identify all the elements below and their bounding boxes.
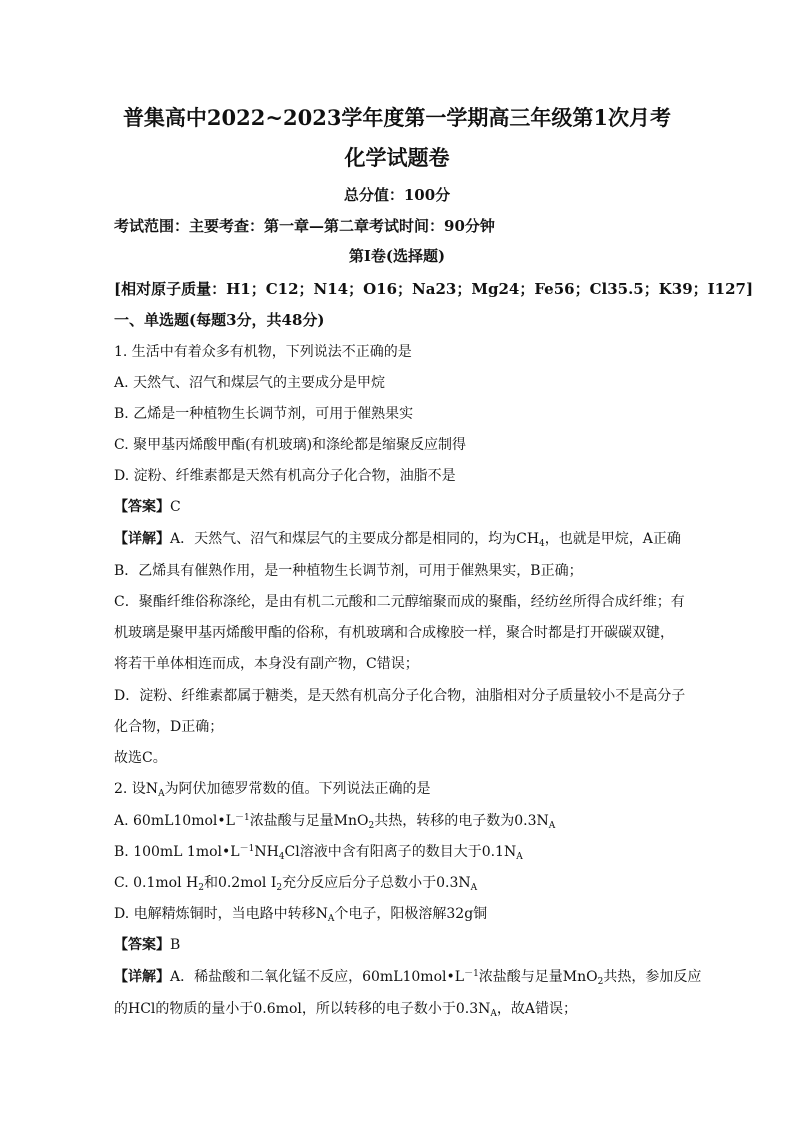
answer-value: B xyxy=(170,937,181,953)
atomic-masses: [相对原子质量：H1；C12；N14；O16；Na23；Mg24；Fe56；Cl35.5；K39；I127] xyxy=(114,280,754,298)
q1-detail-d1: D．淀粉、纤维素都属于糖类，是天然有机高分子化合物，油脂相对分子质量较小不是高分子 xyxy=(114,688,686,704)
q1-detail-c1: C．聚酯纤维俗称涤纶，是由有机二元酸和二元醇缩聚而成的聚酯，经纺丝所得合成纤维；有 xyxy=(114,594,685,610)
option-text: B. 100mL 1mol•L xyxy=(114,844,240,860)
exam-title-line1: 普集高中2022~2023学年度第一学期高三年级第1次月考 xyxy=(122,105,672,130)
subscript: A xyxy=(490,1009,497,1019)
superscript: －1 xyxy=(239,844,255,854)
subscript: A xyxy=(470,883,478,893)
answer-tag: 【答案】 xyxy=(114,499,170,515)
option-text: 个电子，阳极溶解32g铜 xyxy=(334,906,488,922)
option-text: A. 60mL10mol•L xyxy=(114,813,235,829)
q2-option-c xyxy=(114,873,477,893)
option-text: 浓盐酸与足量MnO xyxy=(249,813,369,829)
q1-detail-d2: 化合物，D正确； xyxy=(114,719,224,735)
exam-scope-time: 考试范围：主要考查：第一章—第二章考试时间：90分钟 xyxy=(114,217,495,235)
option-text: 充分反应后分子总数小于0.3N xyxy=(282,875,471,891)
subscript: A xyxy=(327,914,335,924)
q1-option-a: A. 天然气、沼气和煤层气的主要成分是甲烷 xyxy=(114,375,386,391)
q1-detail-c2: 机玻璃是聚甲基丙烯酸甲酯的俗称，有机玻璃和合成橡胶一样，聚合时都是打开碳碳双键， xyxy=(114,625,674,641)
q2-answer xyxy=(114,935,180,955)
stem-text: 为阿伏加德罗常数的值。下列说法正确的是 xyxy=(164,781,431,797)
superscript: －1 xyxy=(234,813,250,823)
option-text: D. 电解精炼铜时，当电路中转移N xyxy=(114,906,328,922)
option-text: 和0.2mol I xyxy=(203,875,277,891)
option-text: C. 0.1mol H xyxy=(114,875,199,891)
q2-option-b xyxy=(114,842,523,862)
subscript: A xyxy=(548,821,556,831)
exam-title-line2: 化学试题卷 xyxy=(344,145,450,170)
detail-text: A．稀盐酸和二氧化锰不反应，60mL10mol•L xyxy=(170,969,465,985)
subscript: 4 xyxy=(539,539,545,549)
q2-option-d xyxy=(114,904,487,924)
detail-text: ，也就是甲烷，A正确 xyxy=(544,531,681,547)
q1-option-b: B. 乙烯是一种植物生长调节剂，可用于催熟果实 xyxy=(114,406,414,422)
q2-option-a xyxy=(114,811,555,831)
subscript: 4 xyxy=(278,852,285,862)
option-text: NH xyxy=(254,844,279,860)
subscript: A xyxy=(158,789,165,799)
q1-option-c: C. 聚甲基丙烯酸甲酯(有机玻璃)和涤纶都是缩聚反应制得 xyxy=(114,437,467,453)
subscript: 2 xyxy=(198,883,204,893)
volume-heading: 第I卷(选择题) xyxy=(348,247,446,265)
subscript: A xyxy=(516,852,523,862)
detail-tag: 【详解】 xyxy=(114,531,170,547)
section-heading: 一、单选题(每题3分，共48分) xyxy=(114,311,325,329)
answer-tag: 【答案】 xyxy=(114,937,170,953)
detail-text: A．天然气、沼气和煤层气的主要成分都是相同的，均为CH xyxy=(170,531,540,547)
detail-text: ，故A错误； xyxy=(496,1001,577,1017)
q1-detail-b: B．乙烯具有催熟作用，是一种植物生长调节剂，可用于催熟果实，B正确； xyxy=(114,563,583,579)
q2-detail-line1 xyxy=(114,967,701,987)
subscript: 2 xyxy=(276,883,283,893)
q2-stem xyxy=(114,779,431,799)
q1-detail-a xyxy=(114,529,681,549)
detail-text: 浓盐酸与足量MnO xyxy=(478,969,598,985)
q1-stem: 1. 生活中有着众多有机物，下列说法不正确的是 xyxy=(114,344,412,360)
answer-value: C xyxy=(170,499,181,515)
detail-text: 的HCl的物质的量小于0.6mol，所以转移的电子数小于0.3N xyxy=(114,1001,491,1017)
total-score: 总分值：100分 xyxy=(343,186,451,204)
q2-detail-line2 xyxy=(114,999,577,1019)
option-text: 共热，转移的电子数为0.3N xyxy=(374,813,549,829)
detail-text: 共热，参加反应 xyxy=(603,969,702,985)
superscript: －1 xyxy=(464,969,479,979)
q1-detail-c3: 将若干单体相连而成，本身没有副产物，C错误； xyxy=(114,656,419,672)
option-text: Cl溶液中含有阳离子的数目大于0.1N xyxy=(284,844,517,860)
subscript: 2 xyxy=(368,821,375,831)
stem-text: 2. 设N xyxy=(114,781,159,797)
q1-conclusion: 故选C。 xyxy=(114,750,167,766)
q1-option-d: D. 淀粉、纤维素都是天然有机高分子化合物，油脂不是 xyxy=(114,468,456,484)
detail-tag: 【详解】 xyxy=(114,969,170,985)
subscript: 2 xyxy=(597,977,604,987)
q1-answer xyxy=(114,497,181,517)
